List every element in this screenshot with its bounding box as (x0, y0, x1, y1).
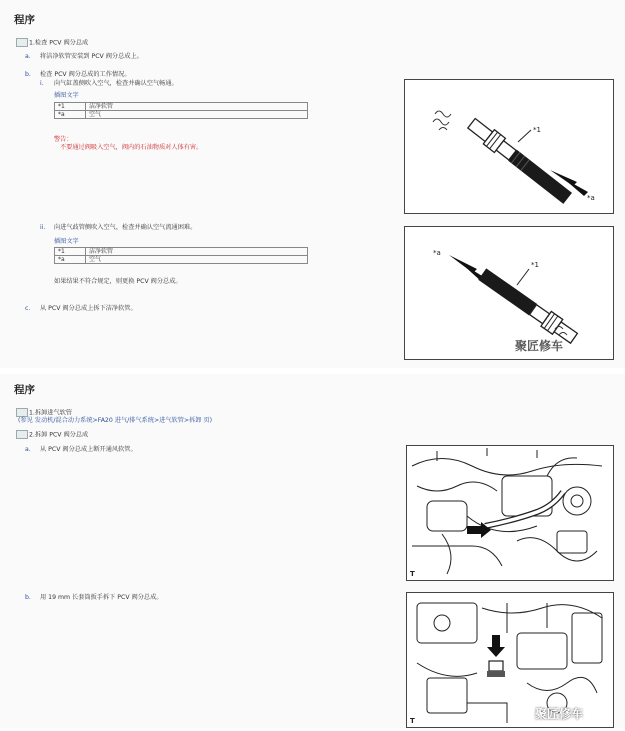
engine-bay-diagram-1 (407, 446, 613, 580)
p2-reference-link[interactable]: (参见 发动机/混合动力系统>FA20 进气/排气系统>进气软管>拆卸 页) (18, 417, 213, 424)
a-text: 将洁净软管安装到 PCV 阀分总成上。 (40, 53, 143, 60)
legend2-title: 插图文字 (54, 238, 79, 245)
legend-key: *a (55, 111, 86, 119)
legend-row (55, 111, 308, 119)
pcv-check-figure-1 (404, 79, 614, 214)
p2-step2-line (16, 430, 88, 440)
ii-text: 向进气歧管侧吹入空气，检查并确认空气流通困难。 (54, 224, 197, 231)
fig1-label-a: *a (587, 194, 595, 202)
p2-a-text: 从 PCV 阀分总成上断开通风软管。 (40, 446, 137, 453)
legend2-table (54, 247, 308, 264)
a-marker: a. (25, 53, 31, 60)
legend-value: 空气 (86, 111, 308, 119)
fig3-corner-mark: T (410, 570, 415, 578)
step-image-icon (16, 408, 28, 417)
legend-key: *1 (55, 248, 86, 256)
legend-value: 洁净软管 (86, 103, 308, 111)
p2-b-marker: b. (25, 594, 31, 601)
pcv-check-figure-2 (404, 226, 614, 360)
b-text: 检查 PCV 阀分总成的工作情况。 (40, 71, 131, 78)
pcv-removal-figure (406, 592, 614, 728)
pcv-valve-air-diagram-2 (405, 227, 613, 359)
legend-row (55, 256, 308, 264)
step-image-icon (16, 430, 28, 439)
legend-key: *1 (55, 103, 86, 111)
step1-line (16, 38, 88, 48)
legend-value: 洁净软管 (86, 248, 308, 256)
fig1-label-1: *1 (533, 126, 541, 134)
i-marker: i. (40, 80, 44, 87)
c-marker: c. (25, 305, 31, 312)
warning-text: 不要通过阀吸入空气，阀内的石油物质对人体有害。 (60, 144, 203, 151)
p2-a-marker: a. (25, 446, 31, 453)
legend-row (55, 103, 308, 111)
warning-title: 警告： (54, 136, 73, 143)
p2-step2-label: 2.拆卸 PCV 阀分总成 (29, 431, 89, 439)
panel2-title: 程序 (14, 384, 35, 396)
i-text: 向气缸盖侧吹入空气，检查并确认空气畅通。 (54, 80, 178, 87)
legend-value: 空气 (86, 256, 308, 264)
fig2-label-a: *a (433, 249, 441, 257)
replace-text: 如果结果不符合规定，则更换 PCV 阀分总成。 (54, 278, 182, 285)
step-image-icon (16, 38, 28, 47)
legend-row (55, 248, 308, 256)
fig2-watermark: 聚匠修车 (515, 339, 564, 353)
legend1-table (54, 102, 308, 119)
fig2-label-1: *1 (531, 261, 539, 269)
fig4-watermark: 聚匠修车 (535, 707, 584, 721)
panel1-title: 程序 (14, 14, 35, 26)
c-text: 从 PCV 阀分总成上拆下洁净软管。 (40, 305, 137, 312)
step1-label: 1.检查 PCV 阀分总成 (29, 39, 89, 47)
p2-step1-label: 1.拆卸进气软管 (29, 409, 73, 417)
b-marker: b. (25, 71, 31, 78)
procedure-panel-2 (0, 374, 625, 728)
p2-b-text: 用 19 mm 长套筒扳手拆下 PCV 阀分总成。 (40, 594, 163, 601)
pcv-valve-air-diagram-1 (405, 80, 613, 213)
ii-marker: ii. (40, 224, 46, 231)
engine-hose-figure (406, 445, 614, 581)
fig4-corner-mark: T (410, 717, 415, 725)
legend-key: *a (55, 256, 86, 264)
legend1-title: 插图文字 (54, 92, 79, 99)
